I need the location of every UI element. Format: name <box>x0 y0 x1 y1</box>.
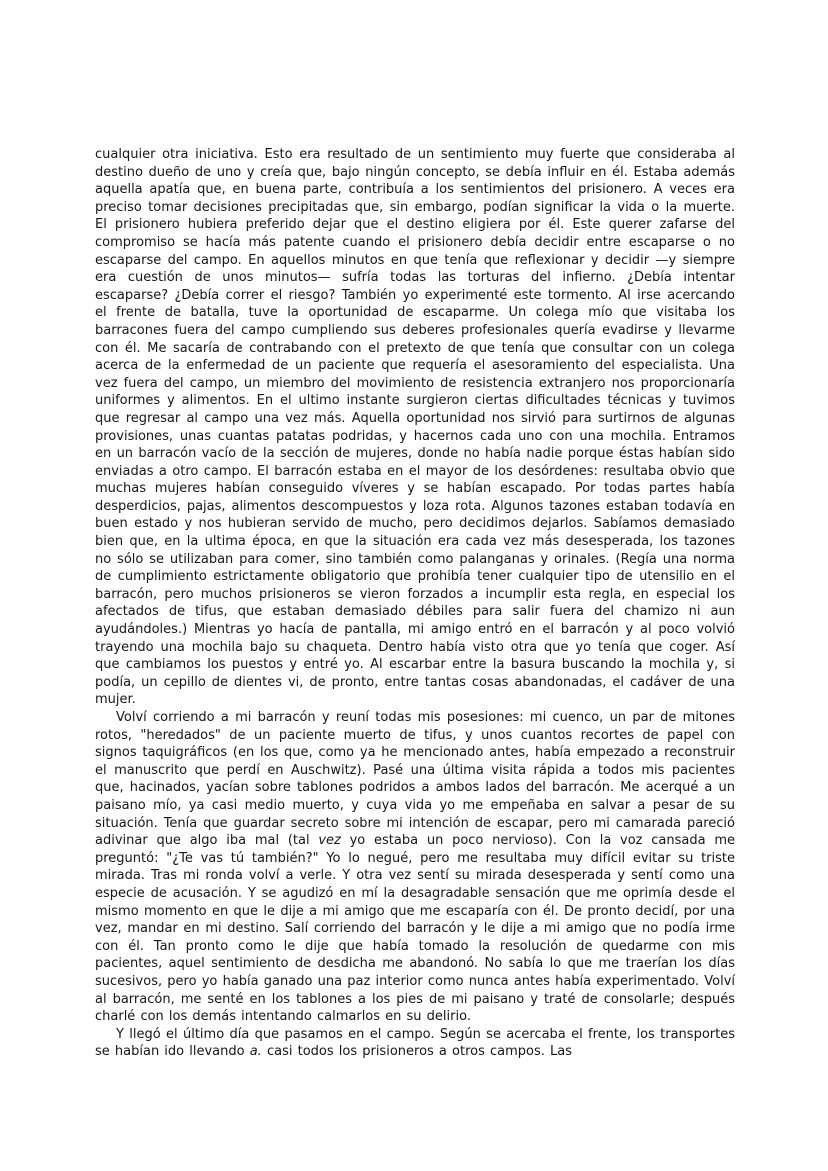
paragraph <box>95 146 735 709</box>
text-run: Y llegó el último día que pasamos en el campo. Según se acercaba el frente, los transportes se habían ido llevando <box>95 1026 735 1060</box>
italic-text-run: vez <box>318 833 341 849</box>
text-run: casi todos los prisioneros a otros campos. Las <box>261 1044 572 1060</box>
paragraph <box>95 709 735 1026</box>
document-text-block <box>95 146 735 1061</box>
italic-text-run: a. <box>249 1044 262 1060</box>
text-run: yo estaba un poco nervioso). Con la voz cansada me preguntó: "¿Te vas tú también?" Yo lo negué, pero me resultaba muy difícil evitar su triste mirada. Tras mi ronda volví a verle. Y otra vez sentí su mirada desesperada y sentí como una especie de acusación. Y se agudizó en mí la desagradable sensación que me oprimía desde el mismo momento en que le dije a mi amigo que me escaparía con él. De pronto decidí, por una vez, mandar en mi destino. Salí corriendo del barracón y le dije a mi amigo que no podía irme con él. Tan pronto como le dije que había tomado la resolución de quedarme con mis pacientes, aquel sentimiento de desdicha me abandonó. No sabía lo que me traerían los días sucesivos, pero yo había ganado una paz interior como nunca antes había experimentado. Volví al barracón, me senté en los tablones a los pies de mi paisano y traté de consolarle; después charlé con los demás intentando calmarlos en su delirio. <box>95 833 735 1025</box>
paragraph <box>95 1026 735 1061</box>
text-run: Volví corriendo a mi barracón y reuní todas mis posesiones: mi cuenco, un par de mitones rotos, "heredados" de un paciente muerto de tifus, y unos cuantos recortes de papel con signos taquigráficos (en los que, como ya he mencionado antes, había empezado a reconstruir el manuscrito que perdí en Auschwitz). Pasé una última visita rápida a todos mis pacientes que, hacinados, yacían sobre tablones podridos a ambos lados del barracón. Me acerqué a un paisano mío, ya casi medio muerto, y cuya vida yo me empeñaba en salvar a pesar de su situación. Tenía que guardar secreto sobre mi intención de escapar, pero mi camarada pareció adivinar que algo iba mal (tal <box>95 710 735 849</box>
text-run: cualquier otra iniciativa. Esto era resultado de un sentimiento muy fuerte que consideraba al destino dueño de uno y creía que, bajo ningún concepto, se debía influir en él. Estaba además aquella apatía que, en buena parte, contribuía a los sentimientos del prisionero. A veces era preciso tomar decisiones precipitadas que, sin embargo, podían significar la vida o la muerte. El prisionero hubiera preferido dejar que el destino eligiera por él. Este querer zafarse del compromiso se hacía más patente cuando el prisionero debía decidir entre escaparse o no escaparse del campo. En aquellos minutos en que tenía que reflexionar y decidir —y siempre era cuestión de unos minutos— sufría todas las torturas del infierno. ¿Debía intentar escaparse? ¿Debía correr el riesgo? También yo experimenté este tormento. Al irse acercando el frente de batalla, tuve la oportunidad de escaparme. Un colega mío que visitaba los barracones fuera del campo cumpliendo sus deberes profesionales quería evadirse y llevarme con él. Me sacaría de contrabando con el pretexto de que tenía que consultar con un colega acerca de la enfermedad de un paciente que requería el asesoramiento del especialista. Una vez fuera del campo, un miembro del movimiento de resistencia extranjero nos proporcionaría uniformes y alimentos. En el ultimo instante surgieron ciertas dificultades técnicas y tuvimos que regresar al campo una vez más. Aquella oportunidad nos sirvió para surtirnos de algunas provisiones, unas cuantas patatas podridas, y hacernos cada uno con una mochila. Entramos en un barracón vacío de la sección de mujeres, donde no había nadie porque éstas habían sido enviadas a otro campo. El barracón estaba en el mayor de los desórdenes: resultaba obvio que muchas mujeres habían conseguido víveres y se habían escapado. Por todas partes había desperdicios, pajas, alimentos descompuestos y loza rota. Algunos tazones estaban todavía en buen estado y nos hubieran servido de mucho, pero decidimos dejarlos. Sabíamos demasiado bien que, en la ultima época, en que la situación era cada vez más desesperada, los tazones no sólo se utilizaban para comer, sino también como palanganas y orinales. (Regía una norma de cumplimiento estrictamente obligatorio que prohibía tener cualquier tipo de utensilio en el barracón, pero muchos prisioneros se vieron forzados a incumplir esta regla, en especial los afectados de tifus, que estaban demasiado débiles para salir fuera del chamizo ni aun ayudándoles.) Mientras yo hacía de pantalla, mi amigo entró en el barracón y al poco volvió trayendo una mochila bajo su chaqueta. Dentro había visto otra que yo tenía que coger. Así que cambiamos los puestos y entré yo. Al escarbar entre la basura buscando la mochila y, si podía, un cepillo de dientes vi, de pronto, entre tantas cosas abandonadas, el cadáver de una mujer. <box>95 147 735 708</box>
